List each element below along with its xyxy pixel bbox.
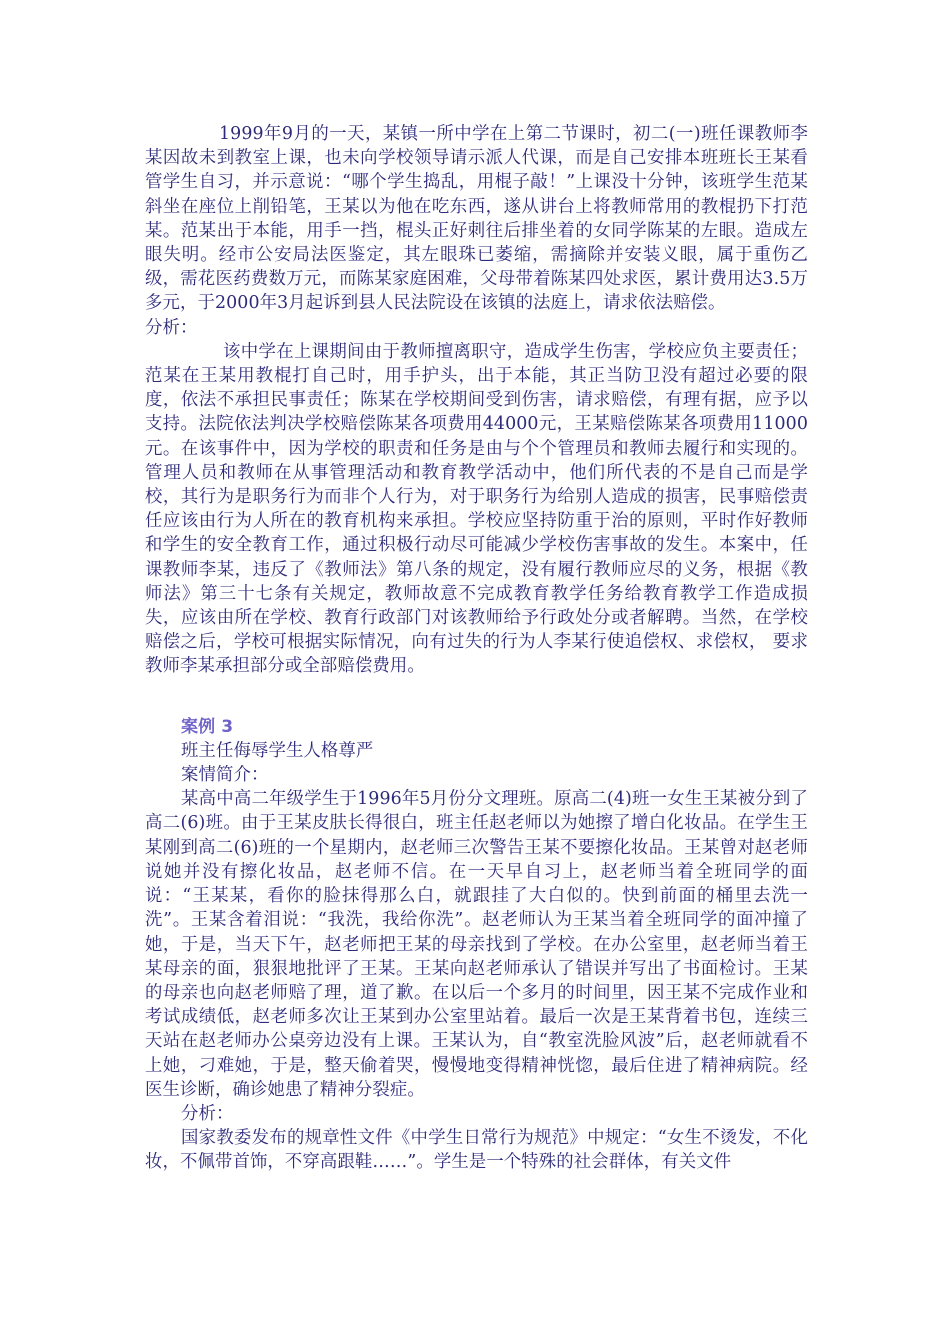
document-page bbox=[145, 122, 808, 1175]
section-gap bbox=[145, 679, 808, 715]
case2-analysis: 该中学在上课期间由于教师擅离职守，造成学生伤害，学校应负主要责任；范某在王某用教棍打自己时，用手护头，出于本能，其正当防卫没有超过必要的限度，依法不承担民事责任；陈某在学校期间受到伤害，请求赔偿，有理有据，应予以支持。法院依法判决学校赔偿陈某各项费用44000元，王某赔偿陈某各项费用11000元。在该事件中，因为学校的职责和任务是由与个个管理员和教师去履行和实现的。管理人员和教师在从事管理活动和教育教学活动中，他们所代表的不是自己而是学校，其行为是职务行为而非个人行为，对于职务行为给别人造成的损害，民事赔偿责任应该由行为人所在的教育机构来承担。学校应坚持防重于治的原则，平时作好教师和学生的安全教育工作，通过积极行动尽可能减少学校伤害事故的发生。本案中，任课教师李某，违反了《教师法》第八条的规定，没有履行教师应尽的义务，根据《教师法》第三十七条有关规定，教师故意不完成教育教学任务给教育教学工作造成损失，应该由所在学校、教育行政部门对该教师给予行政处分或者解聘。当然，在学校赔偿之后，学校可根据实际情况，向有过失的行为人李某行使追偿权、求偿权， 要求教师李某承担部分或全部赔偿费用。 bbox=[145, 341, 808, 677]
case2-analysis-label: 分析： bbox=[145, 317, 198, 338]
case3-narrative: 某高中高二年级学生于1996年5月份分文理班。原高二(4)班一女生王某被分到了高二(6)班。由于王某皮肤长得很白，班主任赵老师以为她擦了增白化妆品。在学生王某刚到高二(6)班的一个星期内，赵老师三次警告王某不要擦化妆品。王某曾对赵老师说她并没有擦化妆品，赵老师不信。在一天早自习上，赵老师当着全班同学的面说：“王某某，看你的脸抹得那么白，就跟挂了大白似的。快到前面的桶里去洗一洗”。王某含着泪说：“我洗，我给你洗”。赵老师认为王某当着全班同学的面冲撞了她，于是，当天下午，赵老师把王某的母亲找到了学校。在办公室里，赵老师当着王某母亲的面，狠狠地批评了王某。王某向赵老师承认了错误并写出了书面检讨。王某的母亲也向赵老师赔了理，道了歉。在以后一个多月的时间里，因王某不完成作业和考试成绩低，赵老师多次让王某到办公室里站着。最后一次是王某背着书包，连续三天站在赵老师办公桌旁边没有上课。王某认为，自“教室洗脸风波”后，赵老师就看不上她，刁难她，于是，整天偷着哭，慢慢地变得精神恍惚，最后住进了精神病院。经医生诊断，确诊她患了精神分裂症。 bbox=[145, 789, 808, 1100]
case3-summary-label: 案情简介： bbox=[181, 765, 269, 786]
case3-subtitle: 班主任侮辱学生人格尊严 bbox=[181, 740, 374, 761]
case3-title: 案例 3 bbox=[181, 716, 234, 737]
case2-narrative: 1999年9月的一天，某镇一所中学在上第二节课时，初二(一)班任课教师李某因故未到教室上课，也未向学校领导请示派人代课，而是自己安排本班班长王某看管学生自习，并示意说：“哪个学生捣乱，用棍子敲！”上课没十分钟，该班学生范某斜坐在座位上削铅笔，王某以为他在吃东西，遂从讲台上将教师常用的教棍扔下打范某。范某出于本能，用手一挡，棍头正好刺往后排坐着的女同学陈某的左眼。造成左眼失明。经市公安局法医鉴定，其左眼珠已萎缩，需摘除并安装义眼，属于重伤乙级，需花医药费数万元，而陈某家庭困难，父母带着陈某四处求医，累计费用达3.5万多元，于2000年3月起诉到县人民法院设在该镇的法庭上，请求依法赔偿。 bbox=[145, 124, 808, 314]
case3-analysis-label: 分析： bbox=[181, 1103, 234, 1124]
case3-analysis: 国家教委发布的规章性文件《中学生日常行为规范》中规定：“女生不烫发，不化妆，不佩带首饰，不穿高跟鞋……”。学生是一个特殊的社会群体，有关文件 bbox=[145, 1128, 808, 1173]
